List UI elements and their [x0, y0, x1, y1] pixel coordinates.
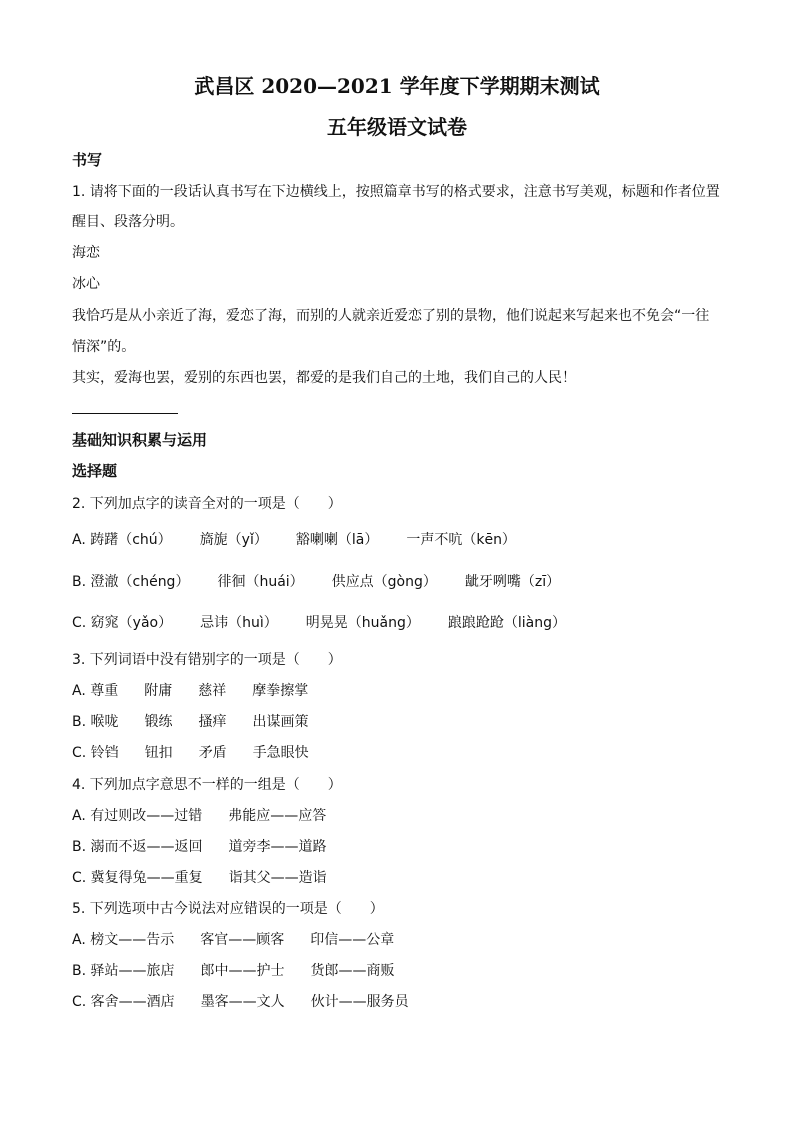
option-text: 墨客——文人: [200, 994, 285, 1010]
option-text: 豁喇喇（lā）: [295, 532, 379, 548]
option-text: C. 客舍——酒店: [72, 994, 175, 1010]
option-text: A. 榜文——告示: [72, 932, 175, 948]
q2-option-a[interactable]: [72, 530, 516, 550]
option-text: 搔痒: [198, 714, 227, 730]
option-text: B. 澄澈（chéng）: [72, 574, 190, 590]
q3-option-b[interactable]: [72, 712, 309, 732]
q4-option-b[interactable]: [72, 837, 327, 857]
option-text: 慈祥: [198, 683, 227, 699]
option-text: 附庸: [144, 683, 173, 699]
option-text: 钮扣: [144, 745, 173, 761]
option-text: 郎中——护士: [200, 963, 285, 979]
answer-line[interactable]: [72, 413, 178, 414]
option-text: 弗能应——应答: [228, 808, 327, 824]
option-text: 出谋画策: [252, 714, 309, 730]
q4-option-c[interactable]: [72, 868, 327, 888]
option-text: 道旁李——道路: [228, 839, 327, 855]
q3-stem: 3. 下列词语中没有错别字的一项是（ ）: [72, 652, 342, 668]
option-text: 徘徊（huái）: [217, 574, 304, 590]
option-text: B. 喉咙: [72, 714, 119, 730]
poem-title: 海恋: [72, 245, 100, 261]
exam-subtitle: 五年级语文试卷: [327, 115, 467, 139]
option-text: 明晃晃（huǎng）: [305, 615, 420, 631]
option-text: C. 铃铛: [72, 745, 119, 761]
option-text: 忌讳（huì）: [200, 615, 278, 631]
q4-option-a[interactable]: [72, 806, 326, 826]
option-text: 踉踉跄跄（liàng）: [447, 615, 566, 631]
q3-option-a[interactable]: [72, 681, 308, 701]
passage-line1: 我恰巧是从小亲近了海，爱恋了海，而别的人就亲近爱恋了别的景物，他们说起来写起来也不免会“一往: [72, 308, 710, 324]
exam-title: 武昌区 2020—2021 学年度下学期期末测试: [194, 74, 600, 98]
option-text: 诣其父——造诣: [228, 870, 327, 886]
poem-author: 冰心: [72, 276, 100, 292]
option-text: 货郎——商贩: [310, 963, 395, 979]
option-text: C. 窈窕（yǎo）: [72, 615, 173, 631]
q2-option-b[interactable]: [72, 572, 560, 592]
q5-option-a[interactable]: [72, 930, 394, 950]
option-text: A. 有过则改——过错: [72, 808, 203, 824]
option-text: 矛盾: [198, 745, 227, 761]
q1-text-line1: 1. 请将下面的一段话认真书写在下边横线上，按照篇章书写的格式要求，注意书写美观，标题和作者位置: [72, 184, 720, 200]
option-text: 客官——顾客: [200, 932, 285, 948]
q3-option-c[interactable]: [72, 743, 309, 763]
option-text: 印信——公章: [310, 932, 395, 948]
option-text: C. 冀复得兔——重复: [72, 870, 203, 886]
option-text: 龇牙咧嘴（zī）: [464, 574, 561, 590]
q2-option-c[interactable]: [72, 613, 566, 633]
q4-stem: 4. 下列加点字意思不一样的一组是（ ）: [72, 777, 342, 793]
q5-option-b[interactable]: [72, 961, 395, 981]
section-basics: 基础知识积累与运用: [72, 431, 208, 449]
option-text: A. 尊重: [72, 683, 119, 699]
passage-line3: 其实，爱海也罢，爱别的东西也罢，都爱的是我们自己的土地，我们自己的人民！: [72, 370, 576, 386]
q5-option-c[interactable]: [72, 992, 409, 1012]
option-text: 伙计——服务员: [310, 994, 409, 1010]
option-text: 锻练: [144, 714, 173, 730]
q5-stem: 5. 下列选项中古今说法对应错误的一项是（ ）: [72, 901, 384, 917]
q1-text-line2: 醒目、段落分明。: [72, 214, 184, 230]
passage-line2: 情深”的。: [72, 339, 136, 355]
option-text: 摩拳擦掌: [252, 683, 309, 699]
section-writing: 书写: [72, 151, 103, 169]
option-text: 供应点（gòng）: [331, 574, 437, 590]
option-text: B. 驿站——旅店: [72, 963, 175, 979]
option-text: A. 踌躇（chú）: [72, 532, 172, 548]
option-text: 旖旎（yǐ）: [199, 532, 268, 548]
q2-stem: 2. 下列加点字的读音全对的一项是（ ）: [72, 496, 342, 512]
option-text: 手急眼快: [252, 745, 309, 761]
section-choice: 选择题: [72, 462, 118, 480]
option-text: B. 溺而不返——返回: [72, 839, 203, 855]
option-text: 一声不吭（kēn）: [406, 532, 516, 548]
